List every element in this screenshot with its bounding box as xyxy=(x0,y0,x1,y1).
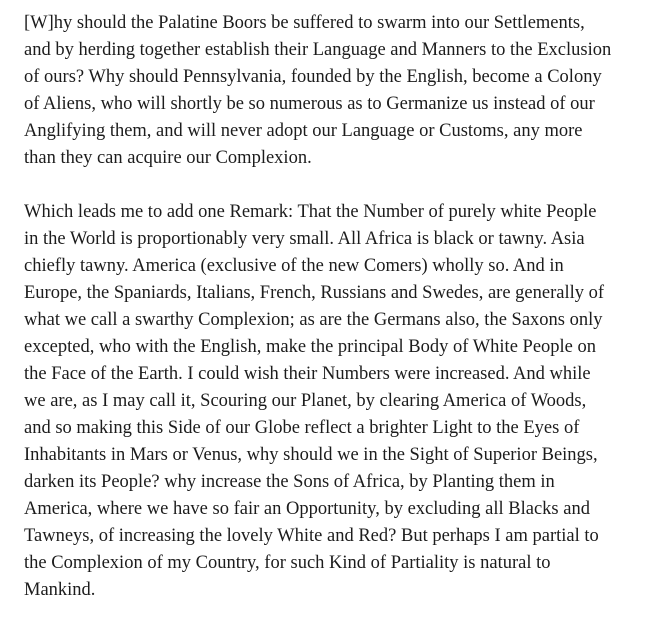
text-line: of Aliens, who will shortly be so numerous as to Germanize us instead of our xyxy=(24,94,595,114)
paragraph-2 xyxy=(24,199,644,604)
text-line: [W]hy should the Palatine Boors be suffered to swarm into our Settlements, xyxy=(24,13,585,33)
text-line: America, where we have so fair an Opportunity, by excluding all Blacks and xyxy=(24,499,590,519)
text-line: what we call a swarthy Complexion; as are the Germans also, the Saxons only xyxy=(24,310,603,330)
text-line: darken its People? why increase the Sons of Africa, by Planting them in xyxy=(24,472,555,492)
text-line: Inhabitants in Mars or Venus, why should we in the Sight of Superior Beings, xyxy=(24,445,598,465)
text-line: Tawneys, of increasing the lovely White and Red? But perhaps I am partial to xyxy=(24,526,599,546)
text-line: chiefly tawny. America (exclusive of the new Comers) wholly so. And in xyxy=(24,256,564,276)
text-line: and so making this Side of our Globe reflect a brighter Light to the Eyes of xyxy=(24,418,580,438)
text-line: in the World is proportionably very small. All Africa is black or tawny. Asia xyxy=(24,229,585,249)
text-line: Europe, the Spaniards, Italians, French, Russians and Swedes, are generally of xyxy=(24,283,605,303)
text-line: of ours? Why should Pennsylvania, founded by the English, become a Colony xyxy=(24,67,602,87)
paragraph-spacer xyxy=(24,172,644,199)
text-line: the Complexion of my Country, for such Kind of Partiality is natural to xyxy=(24,553,551,573)
text-line: the Face of the Earth. I could wish their Numbers were increased. And while xyxy=(24,364,591,384)
text-line: Mankind. xyxy=(24,580,96,600)
text-line: and by herding together establish their Language and Manners to the Exclusion xyxy=(24,40,612,60)
text-line: Which leads me to add one Remark: That the Number of purely white People xyxy=(24,202,597,222)
text-line: excepted, who with the English, make the principal Body of White People on xyxy=(24,337,597,357)
text-line: Anglifying them, and will never adopt our Language or Customs, any more xyxy=(24,121,583,141)
document-body xyxy=(24,10,644,604)
text-line: than they can acquire our Complexion. xyxy=(24,148,312,168)
text-line: we are, as I may call it, Scouring our Planet, by clearing America of Woods, xyxy=(24,391,587,411)
paragraph-1 xyxy=(24,10,644,172)
